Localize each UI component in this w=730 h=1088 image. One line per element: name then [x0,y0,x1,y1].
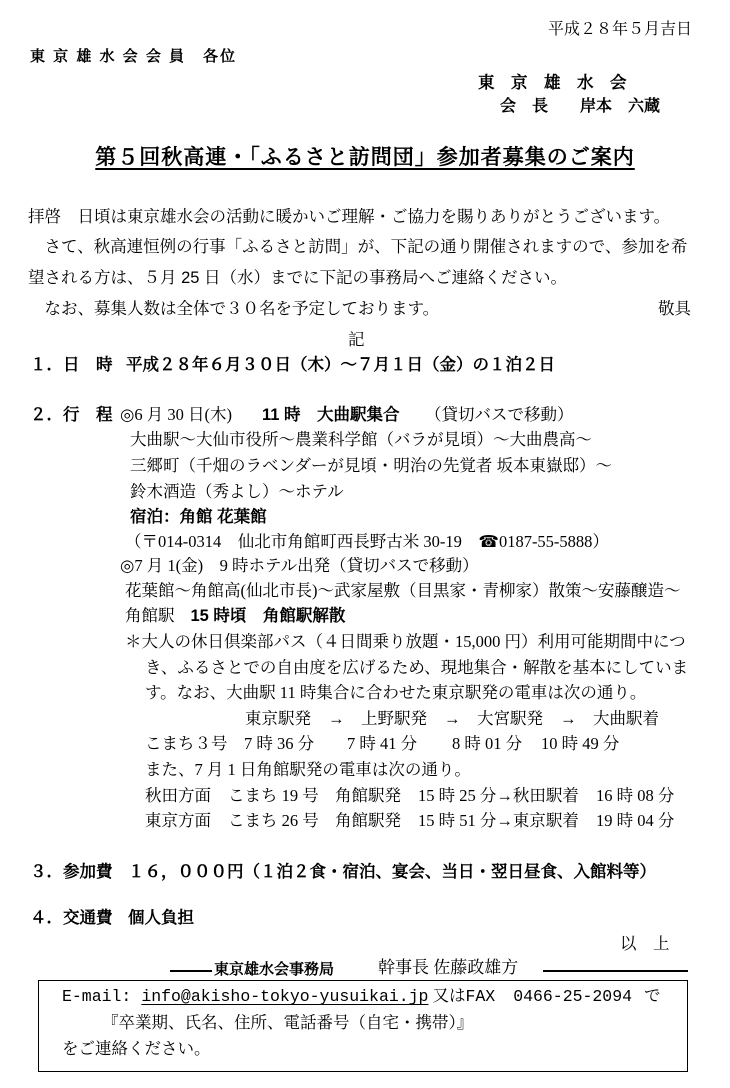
ki-heading: 記 [348,331,365,349]
travel-cost-label: ４．交通費 [30,909,113,927]
note-line: き、ふるさとでの自由度を広げるため、現地集合・解散を基本にしていま [145,658,689,677]
outbound-station: 大曲駅着 [593,709,659,728]
return-direction: 秋田方面 [145,786,211,805]
contact-office: 東京雄水会事務局 [214,961,335,978]
fee-amount: １６，０００円 [128,863,244,881]
return-train: こまち 19 号 [228,786,319,805]
itinerary-label: ２．行 程 [30,406,113,424]
travel-cost-value: 個人負担 [128,909,194,927]
contact-rule-right [543,970,688,972]
day1-address-line [125,532,609,552]
note-line: す。なお、大曲駅 11 時集合に合わせた東京駅発の電車は次の通り。 [145,683,647,702]
day2-route: 花葉館～角館高(仙北市長)～武家屋敷（目黒家・青柳家）散策～安藤醸造～ [125,581,681,600]
sender-name: 会 長 岸本 六蔵 [500,98,661,115]
day1-date: ◎6 月 30 日(木) [120,405,233,424]
sender-organization: 東 京 雄 水 会 [478,74,627,92]
fee-value [128,862,656,882]
page-title: 第５回秋高連・「ふるさと訪問団」参加者募集のご案内 [95,146,635,169]
schedule-label: １．日 時 [30,356,113,374]
email-link[interactable]: info@akisho-tokyo-yusuikai.jp [141,987,429,1006]
return-train: こまち 26 号 [228,811,319,830]
day1-route-line: 大曲駅～大仙市役所～農業科学館（バラが見頃）～大曲農高～ [130,430,592,449]
fax-label: 又はFAX [432,987,496,1006]
addressee: 東 京 雄 水 会 会 員 各位 [30,48,238,65]
contact-person: 幹事長 佐藤政雄方 [378,958,519,977]
fee-details: （１泊２食・宿泊、宴会、当日・翌日昼食、入館料等） [243,863,656,881]
day1-lodging: 宿泊：角館 花葉館 [130,508,267,526]
outbound-arrow: → [444,709,461,728]
return-arrival: 19 時 04 分 [596,811,675,830]
document-date: 平成２８年５月吉日 [548,21,693,38]
closing-ijo: 以 上 [620,935,670,953]
day1-route-line: 三郷町（千畑のラベンダーが見頃・明治の先覚者 坂本東嶽邸）～ [130,456,612,475]
day1-route-line: 鈴木酒造（秀よし）～ホテル [130,482,344,501]
outbound-time: 7 時 41 分 [347,734,418,753]
day2-start: ◎7 月 1(金) 9 時ホテル出発（貸切バスで移動） [120,556,479,575]
hotel-phone: 0187-55-5888） [498,532,609,551]
greeting-line: なお、募集人数は全体で３０名を予定しております。 [28,300,440,318]
outbound-arrow: → [560,709,577,728]
return-leg [418,786,579,806]
return-origin: 角館駅発 [335,786,401,805]
fee-label: ３．参加費 [30,863,113,881]
contact-email-line [62,987,661,1007]
return-direction: 東京方面 [145,811,211,830]
greeting-line: 拝啓 日頃は東京雄水会の活動に暖かいご理解・ご協力を賜りありがとうございます。 [28,208,671,226]
note-line: ＊大人の休日倶楽部パス（４日間乗り放題・15,000 円）利用可能期間中につ [125,632,686,651]
return-origin: 角館駅発 [335,811,401,830]
day2-end-station: 角館駅 [125,606,175,625]
greeting-line: さて、秋高連恒例の行事「ふるさと訪問」が、下記の通り開催されますので、参加を希 [28,238,688,256]
return-destination: 東京駅着 [512,811,579,830]
day1-meeting: 11 時 大曲駅集合 [262,406,400,424]
day2-end-time: 15 時頃 角館駅解散 [190,607,346,625]
return-leg [418,811,579,831]
contact-request: 『卒業期、氏名、住所、電話番号（自宅・携帯）』 [102,1014,474,1033]
fax-number: 0466-25-2094 [513,987,633,1006]
hotel-address: （〒014-0314 仙北市角館町西長野古米 30-19 [125,532,479,551]
schedule-value: 平成２８年６月３０日（木）～７月１日（金）の１泊２日 [126,356,555,374]
return-departure: 15 時 25 分 [418,786,497,805]
outbound-time: 8 時 01 分 [452,734,523,753]
contact-suffix: で [644,987,661,1006]
contact-call-to-action: をご連絡ください。 [62,1040,211,1059]
return-arrow: → [496,786,513,805]
outbound-train: こまち３号 [145,734,228,753]
outbound-station: 上野駅発 [361,709,427,728]
phone-icon [478,532,499,551]
greeting-line: 望される方は、５月 25 日（水）までに下記の事務局へご連絡ください。 [28,269,568,287]
email-label: E-mail: [62,987,132,1006]
outbound-station: 東京駅発 [245,709,311,728]
greeting-closing: 敬具 [658,300,691,318]
return-arrow: → [496,811,513,830]
outbound-time: 10 時 49 分 [541,734,620,753]
return-arrival: 16 時 08 分 [596,786,675,805]
outbound-arrow: → [328,709,345,728]
day1-transport: （貸切バスで移動） [425,405,574,424]
return-departure: 15 時 51 分 [418,811,497,830]
day2-end-line [125,606,345,626]
outbound-time: 7 時 36 分 [244,734,315,753]
outbound-station: 大宮駅発 [477,709,543,728]
return-intro: また、7 月 1 日角館駅発の電車は次の通り。 [145,760,471,779]
contact-rule-left [170,970,212,972]
return-destination: 秋田駅着 [512,786,579,805]
